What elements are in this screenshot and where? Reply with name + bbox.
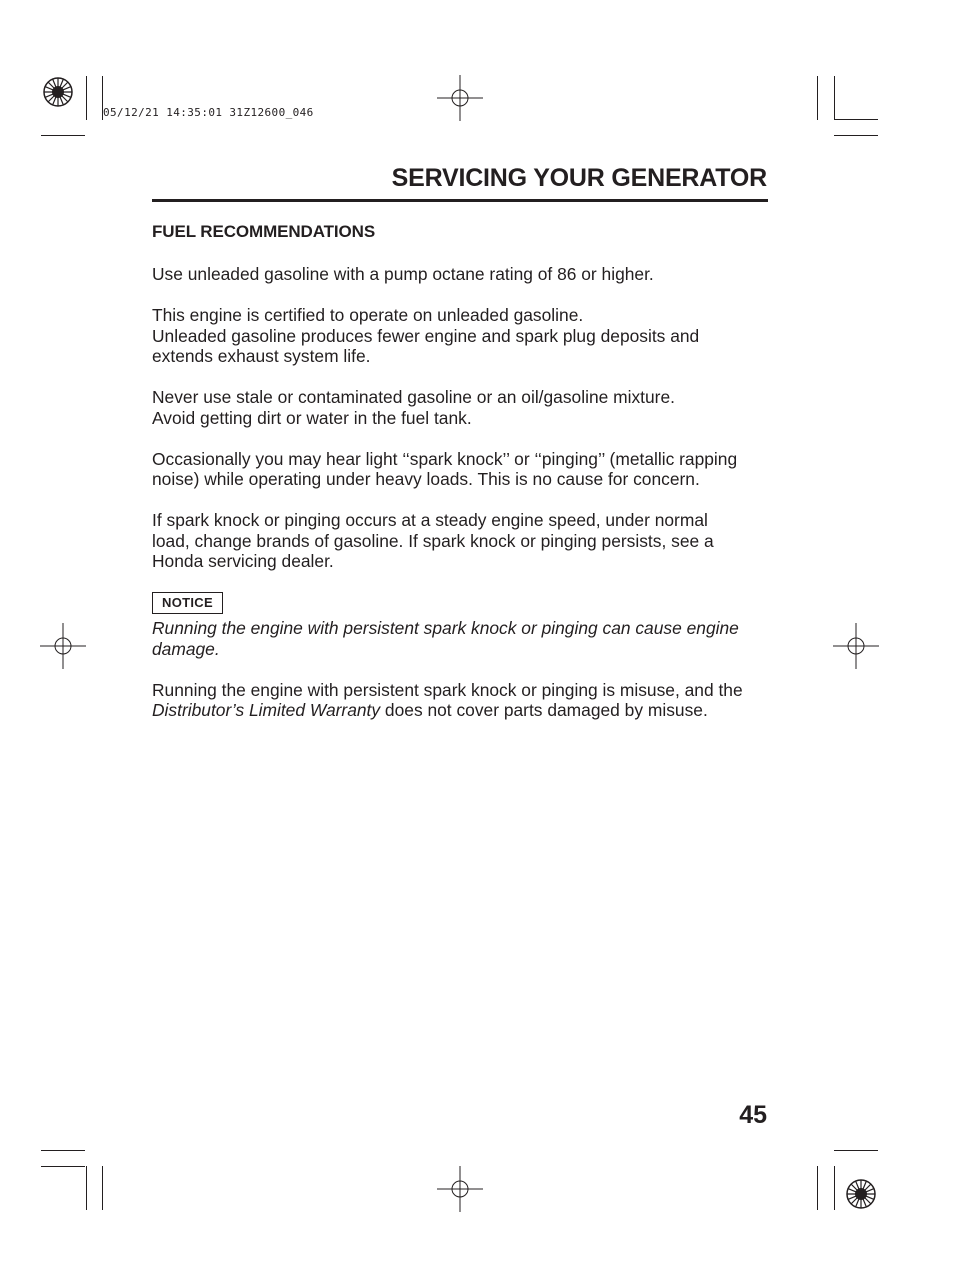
title-divider [152,199,768,202]
paragraph-spark-knock [152,449,772,490]
paragraph-octane [152,264,772,285]
paragraph-stale-fuel [152,387,772,428]
paragraph-certification [152,305,772,367]
crop-mark [41,1150,85,1151]
warranty-name: Distributor’s Limited Warranty [152,700,381,720]
paragraph-line: Never use stale or contaminated gasoline or an oil/gasoline mixture. [152,387,675,407]
crop-mark [86,1166,87,1210]
crop-mark [817,76,818,120]
notice-block [152,592,772,659]
section-title: SERVICING YOUR GENERATOR [391,164,767,192]
crop-mark [834,119,878,120]
crosshair-icon [437,75,483,121]
subheading: FUEL RECOMMENDATIONS [152,222,376,241]
page-content [152,222,772,741]
registration-burst-icon [42,76,74,108]
paragraph-text: If spark knock or pinging occurs at a steady engine speed, under normal load, change brands of gasoline. If spark knock or pinging persists, see a Honda servicing dealer. [152,510,714,571]
notice-text: Running the engine with persistent spark knock or pinging can cause engine damage. [152,618,739,659]
crosshair-icon [437,1166,483,1212]
registration-burst-icon [845,1178,877,1210]
print-timestamp: 05/12/21 14:35:01 31Z12600_046 [103,106,314,119]
paragraph-line: Avoid getting dirt or water in the fuel tank. [152,407,472,428]
crop-mark [817,1166,818,1210]
crosshair-icon [833,623,879,669]
crop-mark [834,1150,878,1151]
crop-mark [41,1166,85,1167]
crop-mark [102,1166,103,1210]
paragraph-line: This engine is certified to operate on unleaded gasoline. [152,305,584,325]
crosshair-icon [40,623,86,669]
paragraph-text: Occasionally you may hear light ‘‘spark knock’’ or ‘‘pinging’’ (metallic rapping noise) while operating under heavy loads. This is no cause for concern. [152,448,738,489]
crop-mark [834,1166,835,1210]
paragraph-warranty [152,680,764,721]
crop-mark [834,135,878,136]
paragraph-line: Unleaded gasoline produces fewer engine and spark plug deposits and extends exhaust system life. [152,325,700,366]
notice-badge: NOTICE [152,592,223,614]
paragraph-text: does not cover parts damaged by misuse. [380,700,708,720]
crop-mark [86,76,87,120]
paragraph-text: Running the engine with persistent spark knock or pinging is misuse, and the [152,679,743,700]
page-number: 45 [739,1101,767,1129]
crop-mark [834,76,835,120]
paragraph-text: Use unleaded gasoline with a pump octane rating of 86 or higher. [152,264,654,284]
paragraph-pinging [152,510,772,572]
crop-mark [41,135,85,136]
